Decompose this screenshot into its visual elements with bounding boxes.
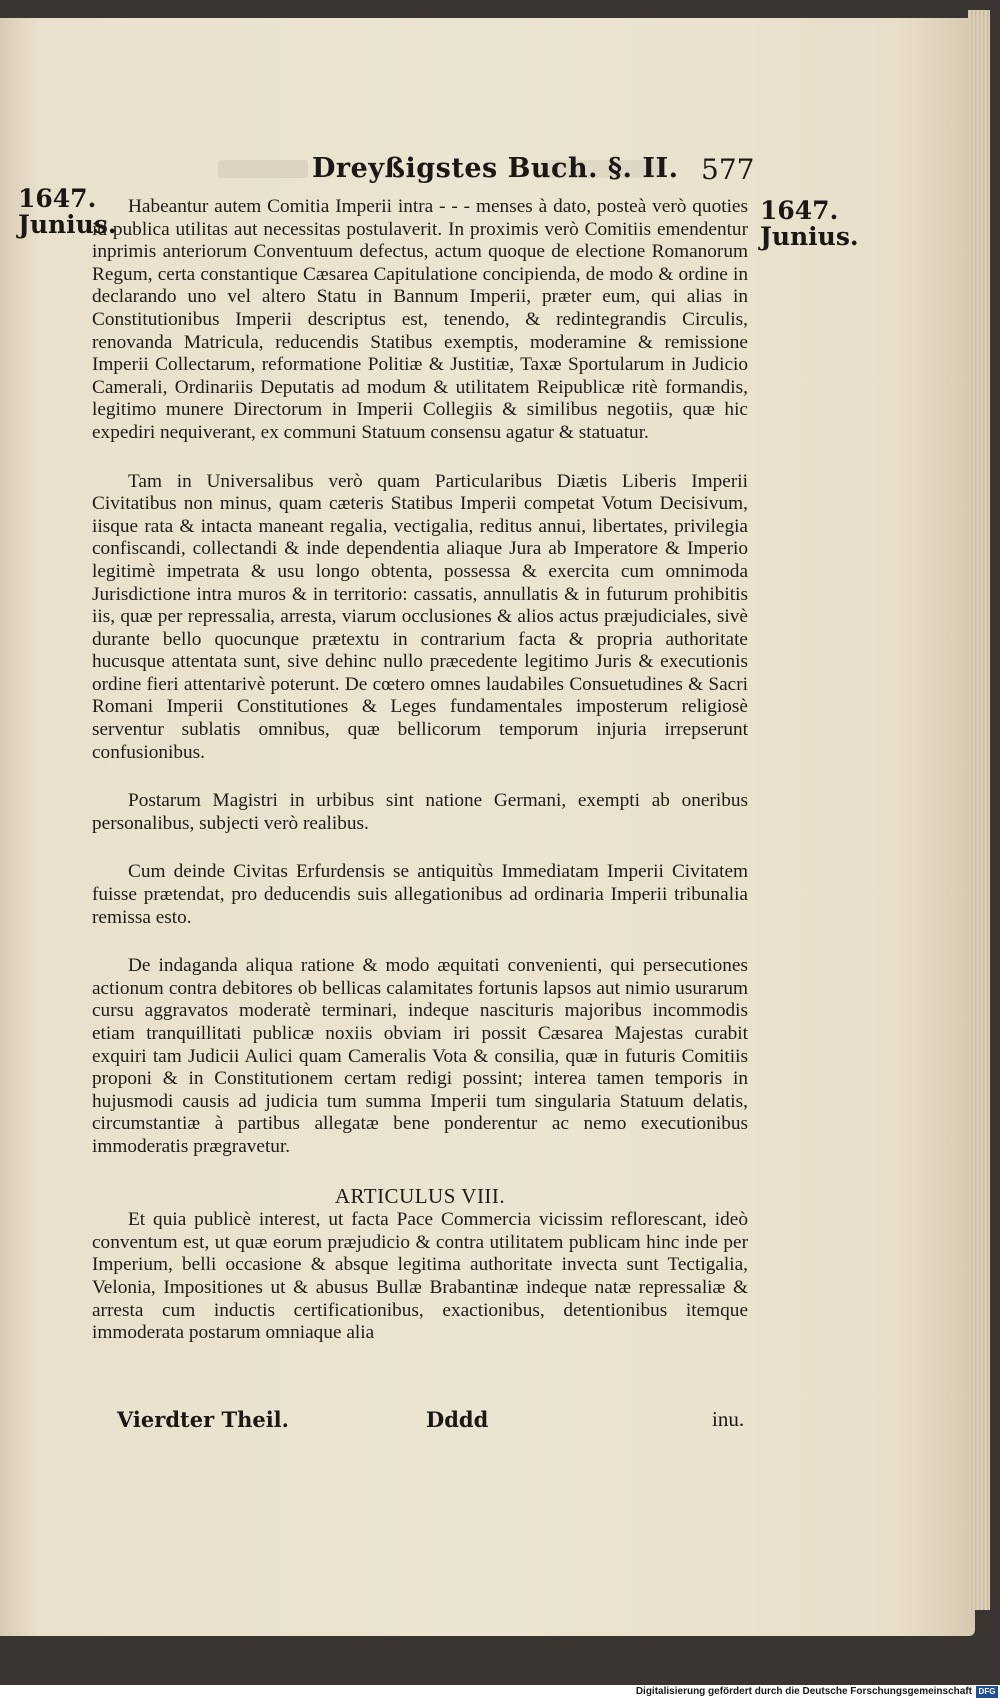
- page-number: 577: [701, 153, 755, 186]
- paragraph: Tam in Universalibus verò quam Particularibus Diætis Liberis Imperii Civitatibus non minus, quam cæteris Statibus Imperii competat Votum Decisivum, iisque rata & intacta maneant regalia, vectigalia, reditus annui, libertates, privilegia confiscandi, collectandi & inde dependentia aliaque Jura ab Imperatore & Imperio legitimè impetrata & usu longo obtenta, possessa & exercita cum omnimoda Jurisdictione intra muros & in territorio: cassatis, annullatis & in futurum prohibitis iis, quæ per repressalia, arresta, viarum occlusiones & alios actus præjudiciales, sivè durante bello quocunque prætextu in contrarium facta & propria authoritate hucusque attentata sunt, sive dehinc nullo præcedente legitimo Juris & executionis ordine fieri attentarivè poterunt. De cœtero omnes laudabiles Consuetudines & Sacri Romani Imperii Constitutiones & Leges fundamentales imposterum religiosè serventur sublatis omnibus, quæ bellicorum temporum injuria irrepserunt confusionibus.: [92, 470, 748, 763]
- right-margin-year: 1647.: [760, 196, 839, 225]
- page-footer: [0, 1407, 1000, 1437]
- paragraph: Cum deinde Civitas Erfurdensis se antiquitùs Immediatam Imperii Civitatem fuisse prætendat, pro deducendis suis allegationibus ad ordinaria Imperii tribunalia remissa esto.: [92, 861, 748, 928]
- article-paragraph: Et quia publicè interest, ut facta Pace Commercia vicissim reflorescant, ideò conventum est, ut quæ eorum præjudicio & contra utilitatem publicam hinc inde per Imperium, belli occasione & absque legitima authoritate invecta sunt Tectigalia, Velonia, Impositiones ut & abusus Bullæ Brabantinæ indeque natæ repressaliæ & arresta cum inductis certificationibus, exactionibus, detentionibus itemque immoderata postarum omniaque alia: [92, 1209, 748, 1344]
- paragraph: Habeantur autem Comitia Imperii intra - - - menses à dato, posteà verò quoties id publica utilitas aut necessitas postulaverit. In proximis verò Comitiis emendentur inprimis anteriorum Conventuum defectus, actum quoque de electione Romanorum Regum, certa constantique Cæsarea Capitulatione concipienda, de modo & ordine in declarando uno vel altero Statu in Bannum Imperii, præter eum, qui alias in Constitutionibus Imperii descriptus est, tenendo, & redintegrandis Circulis, renovanda Matricula, reducendis Statibus exemptis, moderamine & remissione Imperii Collectarum, reformatione Politiæ & Justitiæ, Taxæ Sportularum in Judicio Camerali, Ordinariis Deputatis ad modum & utilitatem Reipublicæ ritè formandis, legitimo munere Directorum in Imperii Collegiis & similibus negotiis, quæ hic expediri nequiverant, ex communi Statuum consensu agatur & statuatur.: [92, 196, 748, 443]
- running-head: Dreyßigstes Buch. §. II.: [312, 153, 679, 184]
- page-stack-edge: [968, 10, 990, 1610]
- catchword: inu.: [712, 1407, 745, 1431]
- right-margin-date: [760, 198, 859, 250]
- left-margin-month: Junius.: [18, 210, 117, 239]
- paragraph: Postarum Magistri in urbibus sint natione Germani, exempti ab oneribus personalibus, subjecti verò realibus.: [92, 790, 748, 834]
- credit-bar: [0, 1685, 1000, 1699]
- left-margin-year: 1647.: [18, 184, 97, 213]
- right-margin-month: Junius.: [760, 222, 859, 251]
- signature-label: Vierdter Theil.: [117, 1407, 289, 1432]
- funding-credit: Digitalisierung gefördert durch die Deutsche Forschungsgemeinschaft: [635, 1686, 972, 1697]
- main-text: [92, 196, 748, 1345]
- paragraph: De indaganda aliqua ratione & modo æquitati convenienti, qui persecutiones actionum contra debitores ob bellicas calamitates fortunis lapsos aut nimio usurarum cursu aggravatos moderatè terminari, indeque nascituris majoribus incommodis etiam tranquillitati publicæ noxiis obviam iri possit Cæsarea Majestas curabit exquiri tam Judicii Aulici quam Cameralis Vota & consilia, quæ in futuris Comitiis proponi & in Constitutionem certam redigi possint; interea tamen temporis in hujusmodi causis ad judicia tum summa Imperii tum singularia Statuum delatis, circumstantiæ à partibus allegatæ bene ponderentur ac nemo executionibus immoderatis prægravetur.: [92, 955, 748, 1157]
- dfg-logo-icon: DFG: [976, 1686, 998, 1698]
- article-heading: ARTICULUS VIII.: [334, 1183, 506, 1208]
- page-header: [0, 153, 1000, 193]
- signature-mark: Dddd: [426, 1407, 489, 1432]
